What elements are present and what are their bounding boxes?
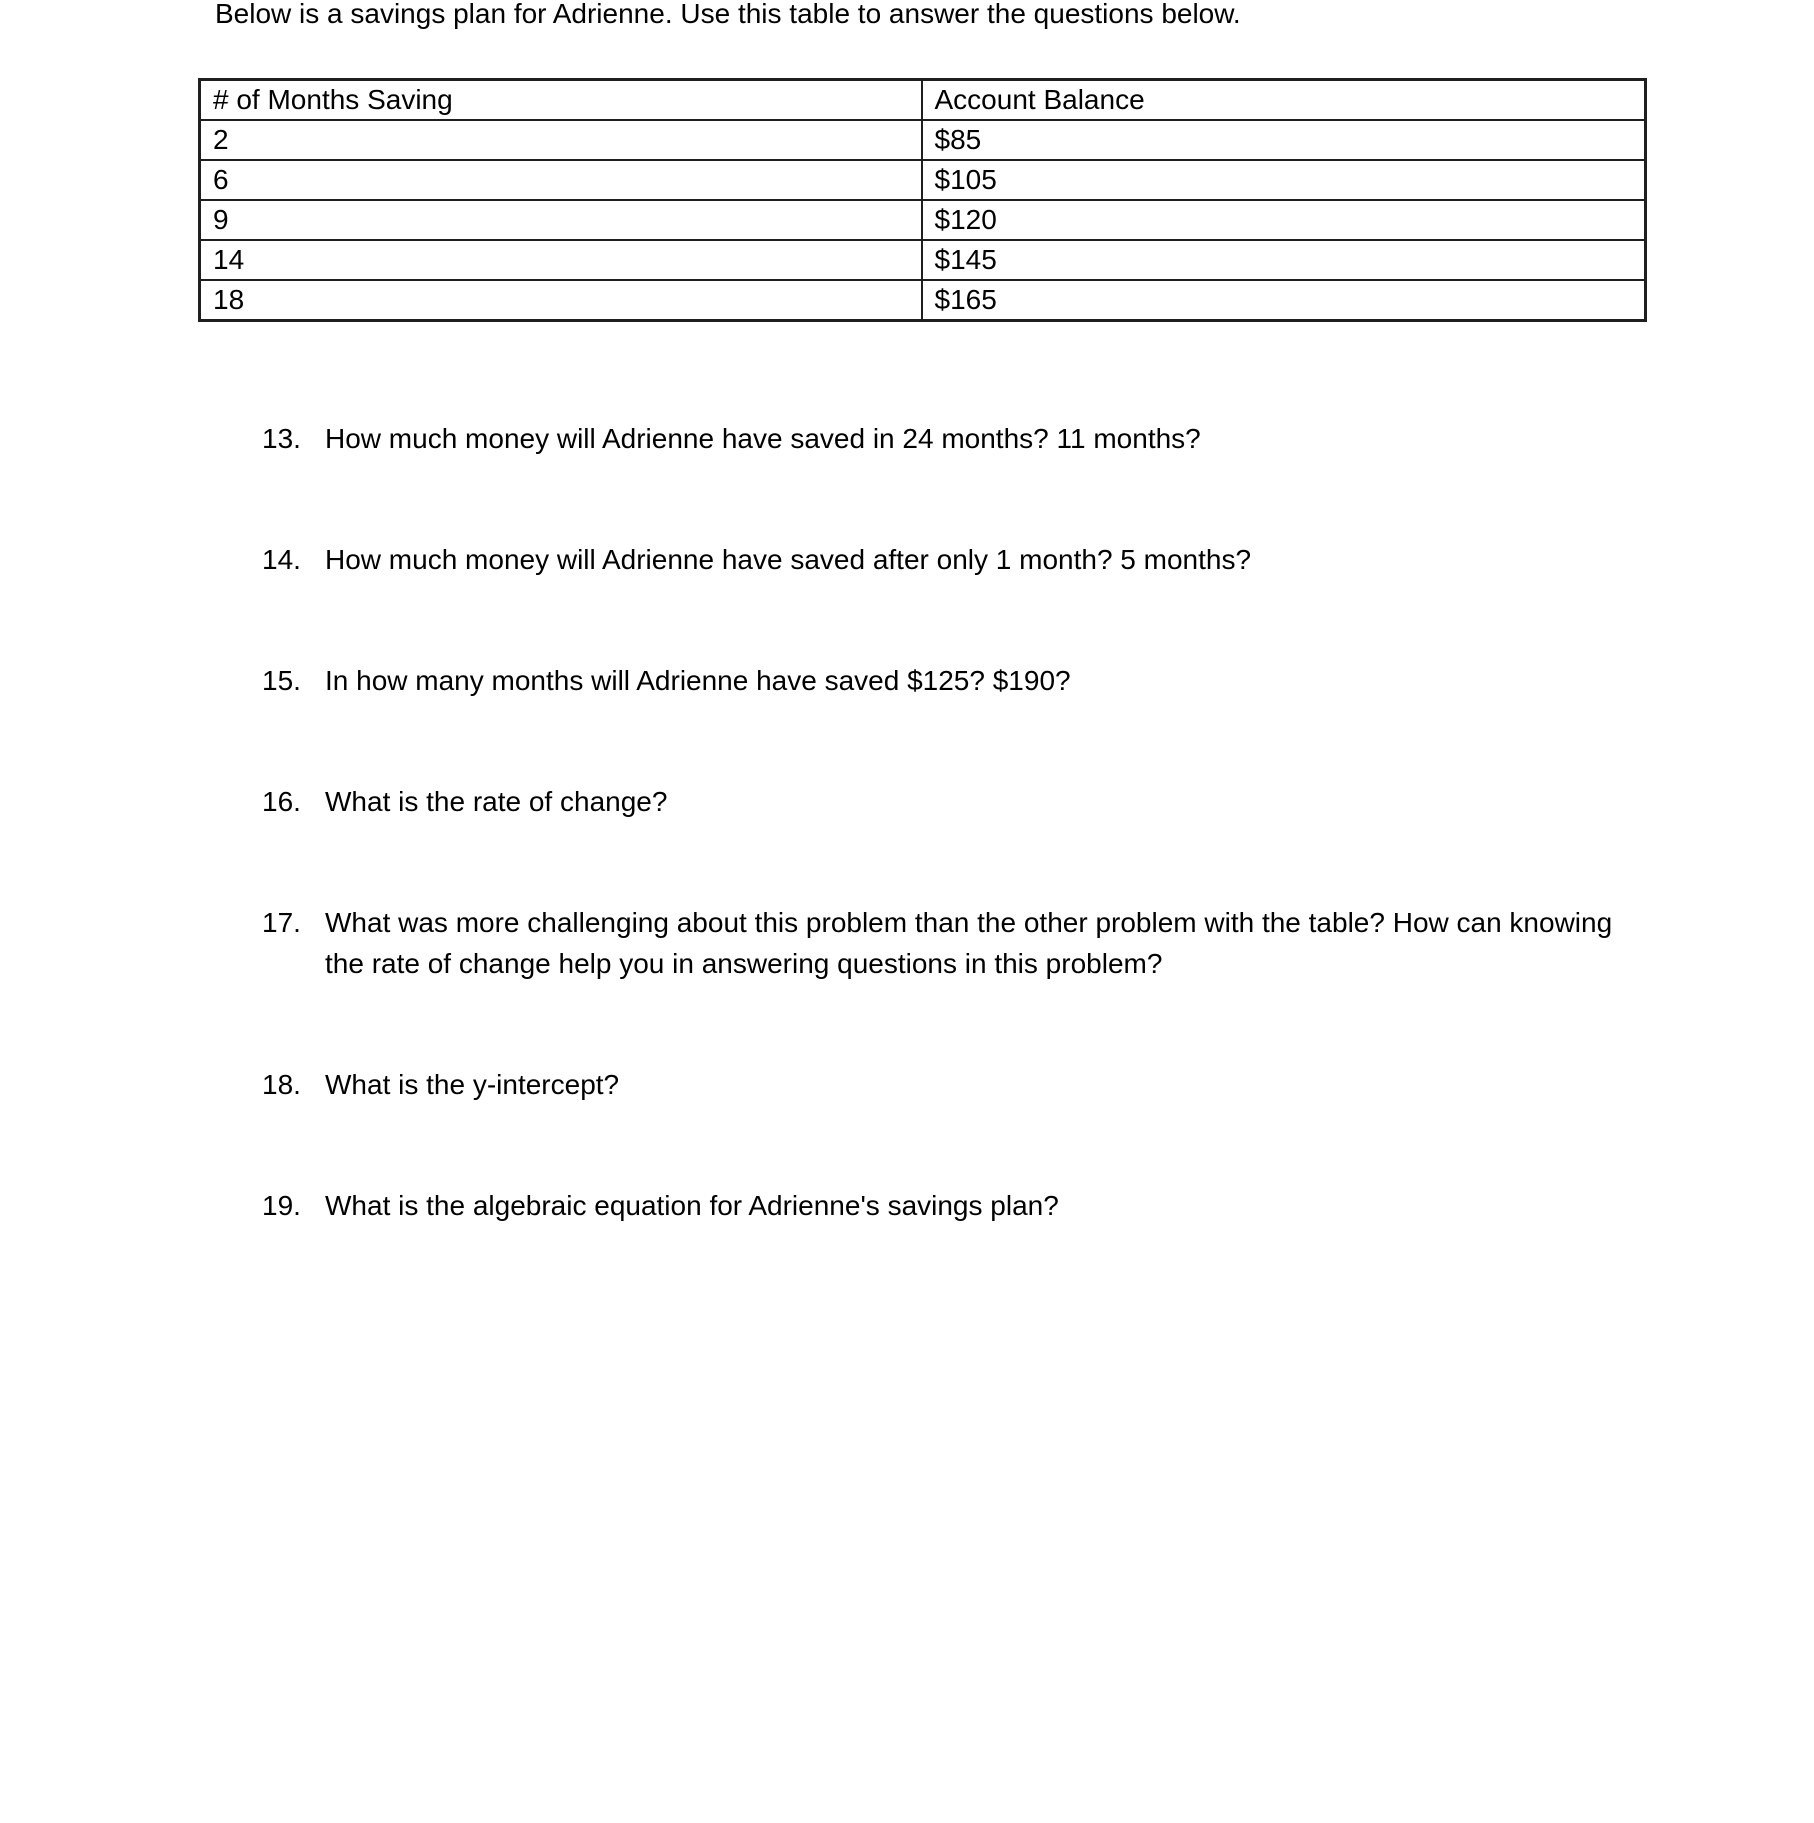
table-row — [200, 120, 1646, 160]
savings-table — [198, 78, 1647, 322]
question-number: 13. — [262, 423, 301, 454]
question-text: What is the algebraic equation for Adrienne's savings plan? — [325, 1190, 1059, 1221]
months-cell: 18 — [200, 280, 922, 321]
question-number: 14. — [262, 544, 301, 575]
table-row — [200, 200, 1646, 240]
balance-cell: $120 — [922, 200, 1646, 240]
question-text: What was more challenging about this problem than the other problem with the table? How can knowing the rate of change help you in answering questions in this problem? — [325, 907, 1613, 979]
question-item-14 — [262, 539, 1652, 580]
months-cell: 6 — [200, 160, 922, 200]
intro-text: Below is a savings plan for Adrienne. Use this table to answer the questions below. — [215, 0, 1241, 29]
question-list — [262, 418, 1652, 1306]
question-item-15 — [262, 660, 1652, 701]
col-header-months: # of Months Saving — [200, 80, 922, 121]
months-cell: 2 — [200, 120, 922, 160]
question-item-16 — [262, 781, 1652, 822]
months-cell: 9 — [200, 200, 922, 240]
table-row — [200, 240, 1646, 280]
question-number: 15. — [262, 665, 301, 696]
balance-cell: $105 — [922, 160, 1646, 200]
balance-cell: $85 — [922, 120, 1646, 160]
question-text: What is the rate of change? — [325, 786, 668, 817]
question-text: In how many months will Adrienne have saved $125? $190? — [325, 665, 1071, 696]
table-row — [200, 160, 1646, 200]
balance-cell: $145 — [922, 240, 1646, 280]
question-number: 17. — [262, 907, 301, 938]
question-text: How much money will Adrienne have saved in 24 months? 11 months? — [325, 423, 1201, 454]
question-item-17 — [262, 902, 1652, 984]
question-item-19 — [262, 1185, 1652, 1226]
question-item-18 — [262, 1064, 1652, 1105]
question-text: What is the y-intercept? — [325, 1069, 620, 1100]
months-cell: 14 — [200, 240, 922, 280]
table-row — [200, 280, 1646, 321]
question-text: How much money will Adrienne have saved after only 1 month? 5 months? — [325, 544, 1252, 575]
question-number: 19. — [262, 1190, 301, 1221]
table-header-row — [200, 80, 1646, 121]
balance-cell: $165 — [922, 280, 1646, 321]
question-number: 16. — [262, 786, 301, 817]
question-item-13 — [262, 418, 1652, 459]
col-header-balance: Account Balance — [922, 80, 1646, 121]
question-number: 18. — [262, 1069, 301, 1100]
